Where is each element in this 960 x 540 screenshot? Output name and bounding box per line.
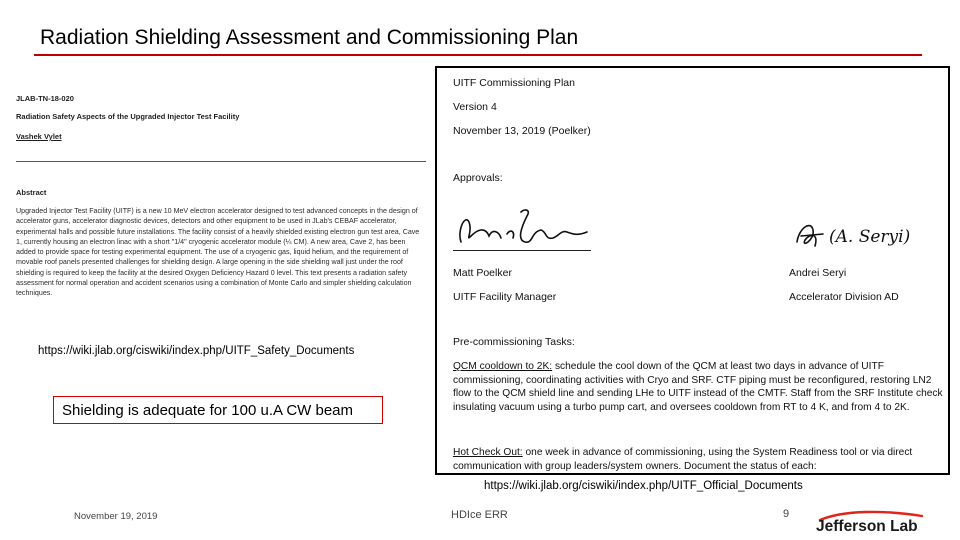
tasks-heading: Pre-commissioning Tasks: xyxy=(453,336,575,348)
task-qcm-text: schedule the cool down of the QCM at least two days in advance of UITF commissioning, coordinating activities with Cryo and SRF. CTF piping must be reconfigured, restoring LN2 flow to the QCM shield line and sending LHe to UITF instead of the CMTF. Staff from the SRF Institute check insulating vacuum using a turbo pump cart, and oversees cooldown from RT to 4 K, and from 4 to 2K. xyxy=(453,361,943,413)
left-doc-title: Radiation Safety Aspects of the Upgraded Injector Test Facility xyxy=(16,112,240,121)
approver2-role: Accelerator Division AD xyxy=(789,291,899,303)
approver2-name: Andrei Seryi xyxy=(789,267,847,279)
right-doc-approvals-label: Approvals: xyxy=(453,172,503,184)
signature-line-1 xyxy=(453,250,591,251)
footer-date: November 19, 2019 xyxy=(74,511,158,522)
task-qcm-label: QCM cooldown to 2K: xyxy=(453,361,553,372)
signature-seryi-text: (A. Seryi) xyxy=(829,227,911,247)
shielding-callout-box xyxy=(53,396,383,424)
left-doc-abstract-heading: Abstract xyxy=(16,188,47,197)
page-number: 9 xyxy=(783,508,790,520)
signature-poelker xyxy=(455,202,595,250)
right-doc-version: Version 4 xyxy=(453,101,497,113)
left-doc-abstract-text: Upgraded Injector Test Facility (UITF) is a new 10 MeV electron accelerator designed to test advanced concepts in the design of accelerator guns, accelerator diagnostic devices, detectors and other equipment to be used in JLab's CEBAF accelerator, experimental halls and possible future installations. The facility consist of a heavily shielded existing electron gun test area, Cave 1, currently housing an electron linac with a short "1/4" cryogenic accelerator module (¼ CM). A new area, Cave 2, has been added to provide space for testing experimental equipment. The use of a cryogenic gas, liquid helium, and the requirement of movable roof panels presented challenges for shielding design. A large opening in the side shielding wall just under the roof shielding is required to keep the facility at the desired Oxygen Deficiency Hazard 0 level. This text presents a radiation safety assessment for normal operation and accident scenarios using a combination of Monte Carlo and simpler shielding calculation techniques. xyxy=(16,207,420,298)
task-hot-label: Hot Check Out: xyxy=(453,447,523,458)
approver1-name: Matt Poelker xyxy=(453,267,512,279)
task-qcm-cooldown xyxy=(453,360,943,414)
right-doc-title: UITF Commissioning Plan xyxy=(453,77,575,89)
left-doc-author: Vashek Vylet xyxy=(16,132,62,141)
left-document-excerpt xyxy=(10,86,430,336)
signature-seryi xyxy=(789,212,939,258)
approver1-role: UITF Facility Manager xyxy=(453,291,557,303)
logo-text: Jefferson Lab xyxy=(816,518,918,534)
left-doc-number: JLAB-TN-18-020 xyxy=(16,94,74,103)
title-divider xyxy=(34,54,922,56)
right-doc-date: November 13, 2019 (Poelker) xyxy=(453,125,591,137)
task-hot-checkout xyxy=(453,446,943,473)
safety-documents-link[interactable]: https://wiki.jlab.org/ciswiki/index.php/UITF_Safety_Documents xyxy=(38,345,355,357)
slide-title: Radiation Shielding Assessment and Commissioning Plan xyxy=(40,26,579,49)
footer-center-text: HDIce ERR xyxy=(451,509,508,521)
right-document-excerpt xyxy=(435,66,950,475)
left-doc-rule xyxy=(16,161,426,162)
jefferson-lab-logo xyxy=(814,508,932,534)
official-documents-link[interactable]: https://wiki.jlab.org/ciswiki/index.php/UITF_Official_Documents xyxy=(484,480,803,492)
task-hot-text: one week in advance of commissioning, using the System Readiness tool or via direct communication with group leaders/system owners. Document the status of each: xyxy=(453,447,913,472)
shielding-callout-text: Shielding is adequate for 100 u.A CW beam xyxy=(62,402,354,419)
